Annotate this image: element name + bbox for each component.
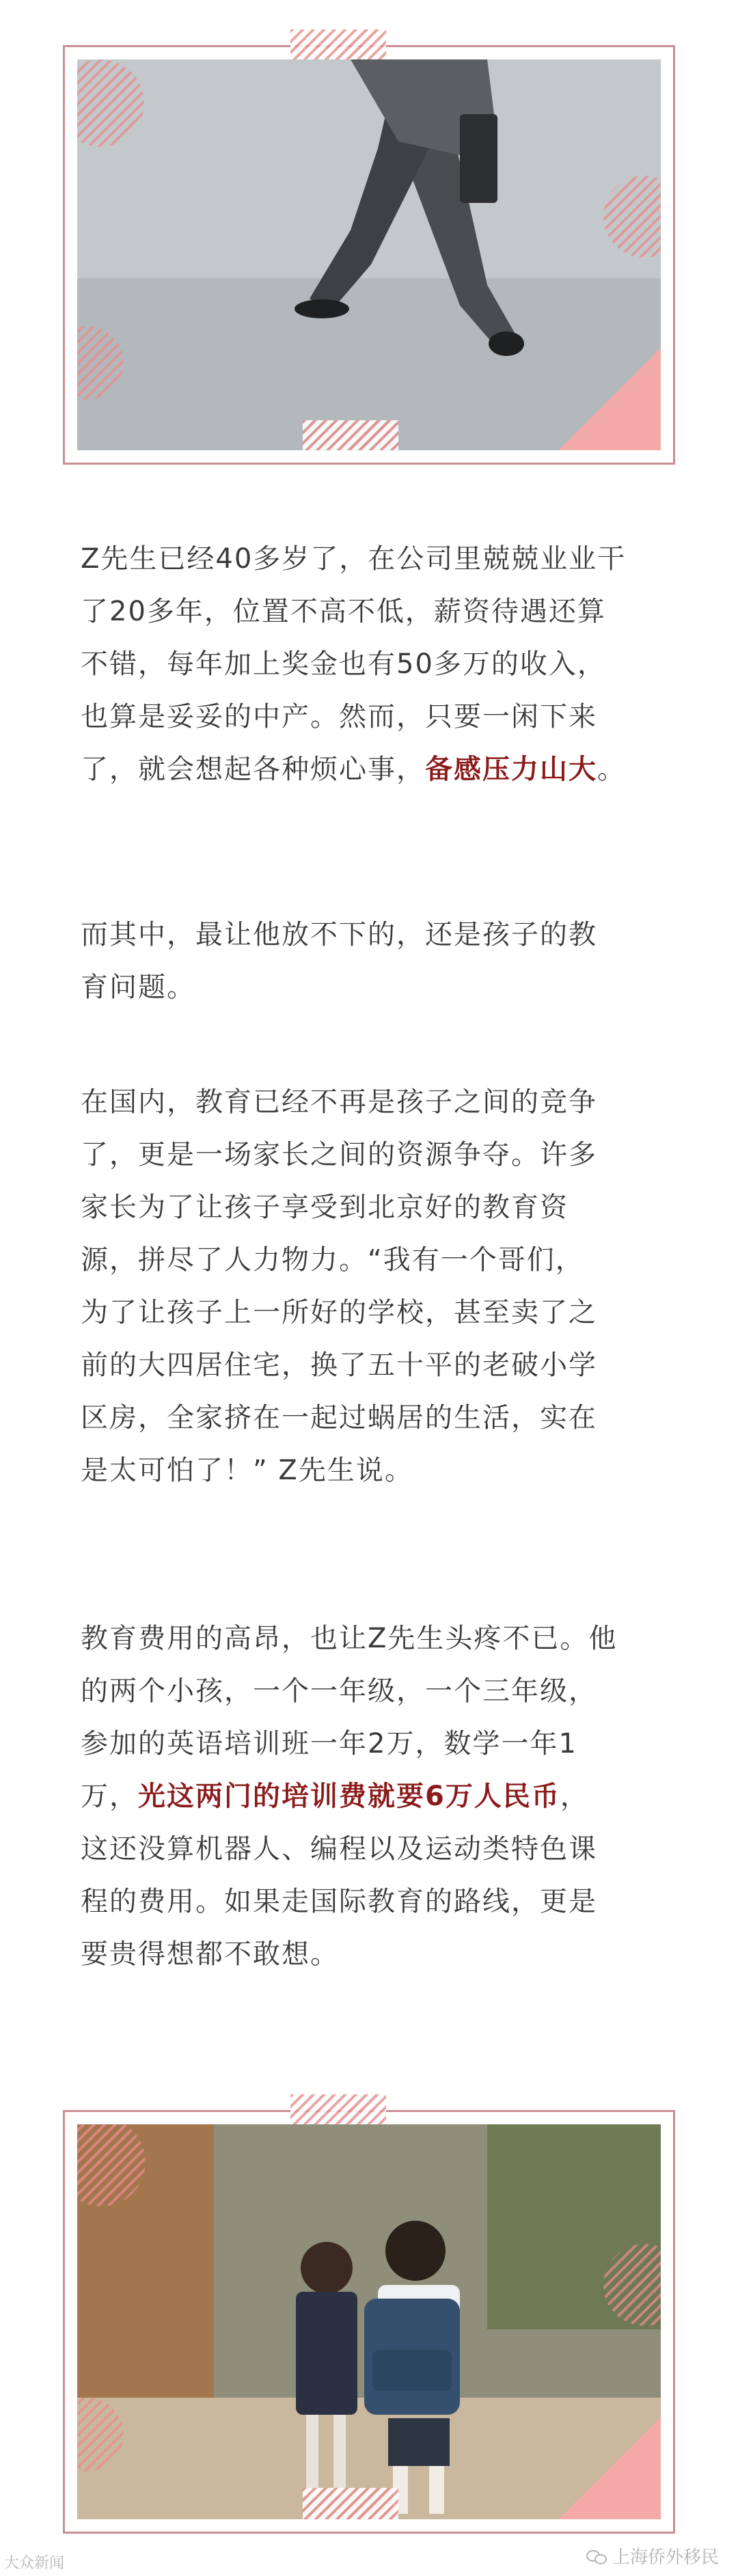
wechat-icon [586, 2549, 607, 2564]
walking-man-photo [77, 59, 661, 450]
text-line: Z先生已经40多岁了，在公司里兢兢业业干 [81, 543, 627, 575]
decor-stripe-bar [290, 2094, 386, 2124]
decor-stripe-bar [290, 29, 386, 59]
text-line: 区房，全家挤在一起过蜗居的生活，实在 [81, 1402, 597, 1434]
account-watermark [586, 2543, 719, 2568]
text-segment: 万， [81, 1781, 138, 1812]
highlight-text: 光这两门的培训费就要6万人民币 [138, 1781, 560, 1812]
text-line [81, 743, 657, 796]
account-name: 上海侨外移民 [612, 2547, 719, 2568]
text-line: 了20多年，位置不高不低，薪资待遇还算 [81, 596, 606, 627]
decor-pink-triangle [558, 2417, 661, 2519]
text-line: 也算是妥妥的中产。然而，只要一闲下来 [81, 701, 597, 732]
highlight-text: 备感压力山大 [425, 754, 597, 785]
text-line: 了，更是一场家长之间的资源争夺。许多 [81, 1139, 597, 1170]
photo-frame-top [63, 45, 675, 465]
text-line: 为了让孩子上一所好的学校，甚至卖了之 [81, 1297, 597, 1328]
text-line: 源，拼尽了人力物力。“我有一个哥们， [81, 1244, 584, 1276]
text-line: 不错，每年加上奖金也有50多万的收入， [81, 648, 606, 680]
source-watermark: 大众新闻 [4, 2555, 65, 2572]
text-line: 的两个小孩，一个一年级，一个三年级， [81, 1675, 597, 1707]
text-segment: 。 [597, 754, 626, 785]
text-line: 育问题。 [81, 972, 195, 1003]
text-line: 这还没算机器人、编程以及运动类特色课 [81, 1833, 597, 1865]
text-line [81, 1770, 657, 1823]
text-line: 而其中，最让他放不下的，还是孩子的教 [81, 919, 597, 950]
text-line: 前的大四居住宅，换了五十平的老破小学 [81, 1349, 597, 1381]
paragraph-1 [81, 533, 657, 796]
decor-pink-triangle [558, 348, 661, 450]
text-line: 是太可怕了！” Z先生说。 [81, 1455, 413, 1486]
children-backpack-photo [77, 2124, 661, 2519]
text-line: 在国内，教育已经不再是孩子之间的竞争 [81, 1086, 597, 1118]
decor-stripe-bar [303, 420, 398, 450]
text-line: 要贵得想都不敢想。 [81, 1938, 339, 1970]
text-line: 家长为了让孩子享受到北京好的教育资 [81, 1192, 569, 1223]
text-line: 参加的英语培训班一年2万，数学一年1 [81, 1728, 577, 1759]
paragraph-3 [81, 1076, 657, 1497]
decor-stripe-bar [303, 2488, 398, 2519]
text-segment: 了，就会想起各种烦心事， [81, 754, 425, 785]
text-line: 程的费用。如果走国际教育的路线，更是 [81, 1886, 597, 1917]
text-segment: ， [560, 1781, 589, 1812]
paragraph-4 [81, 1613, 657, 1981]
paragraph-2 [81, 909, 657, 1014]
text-line: 教育费用的高昂，也让Z先生头疼不已。他 [81, 1623, 618, 1654]
photo-frame-bottom [63, 2110, 675, 2534]
